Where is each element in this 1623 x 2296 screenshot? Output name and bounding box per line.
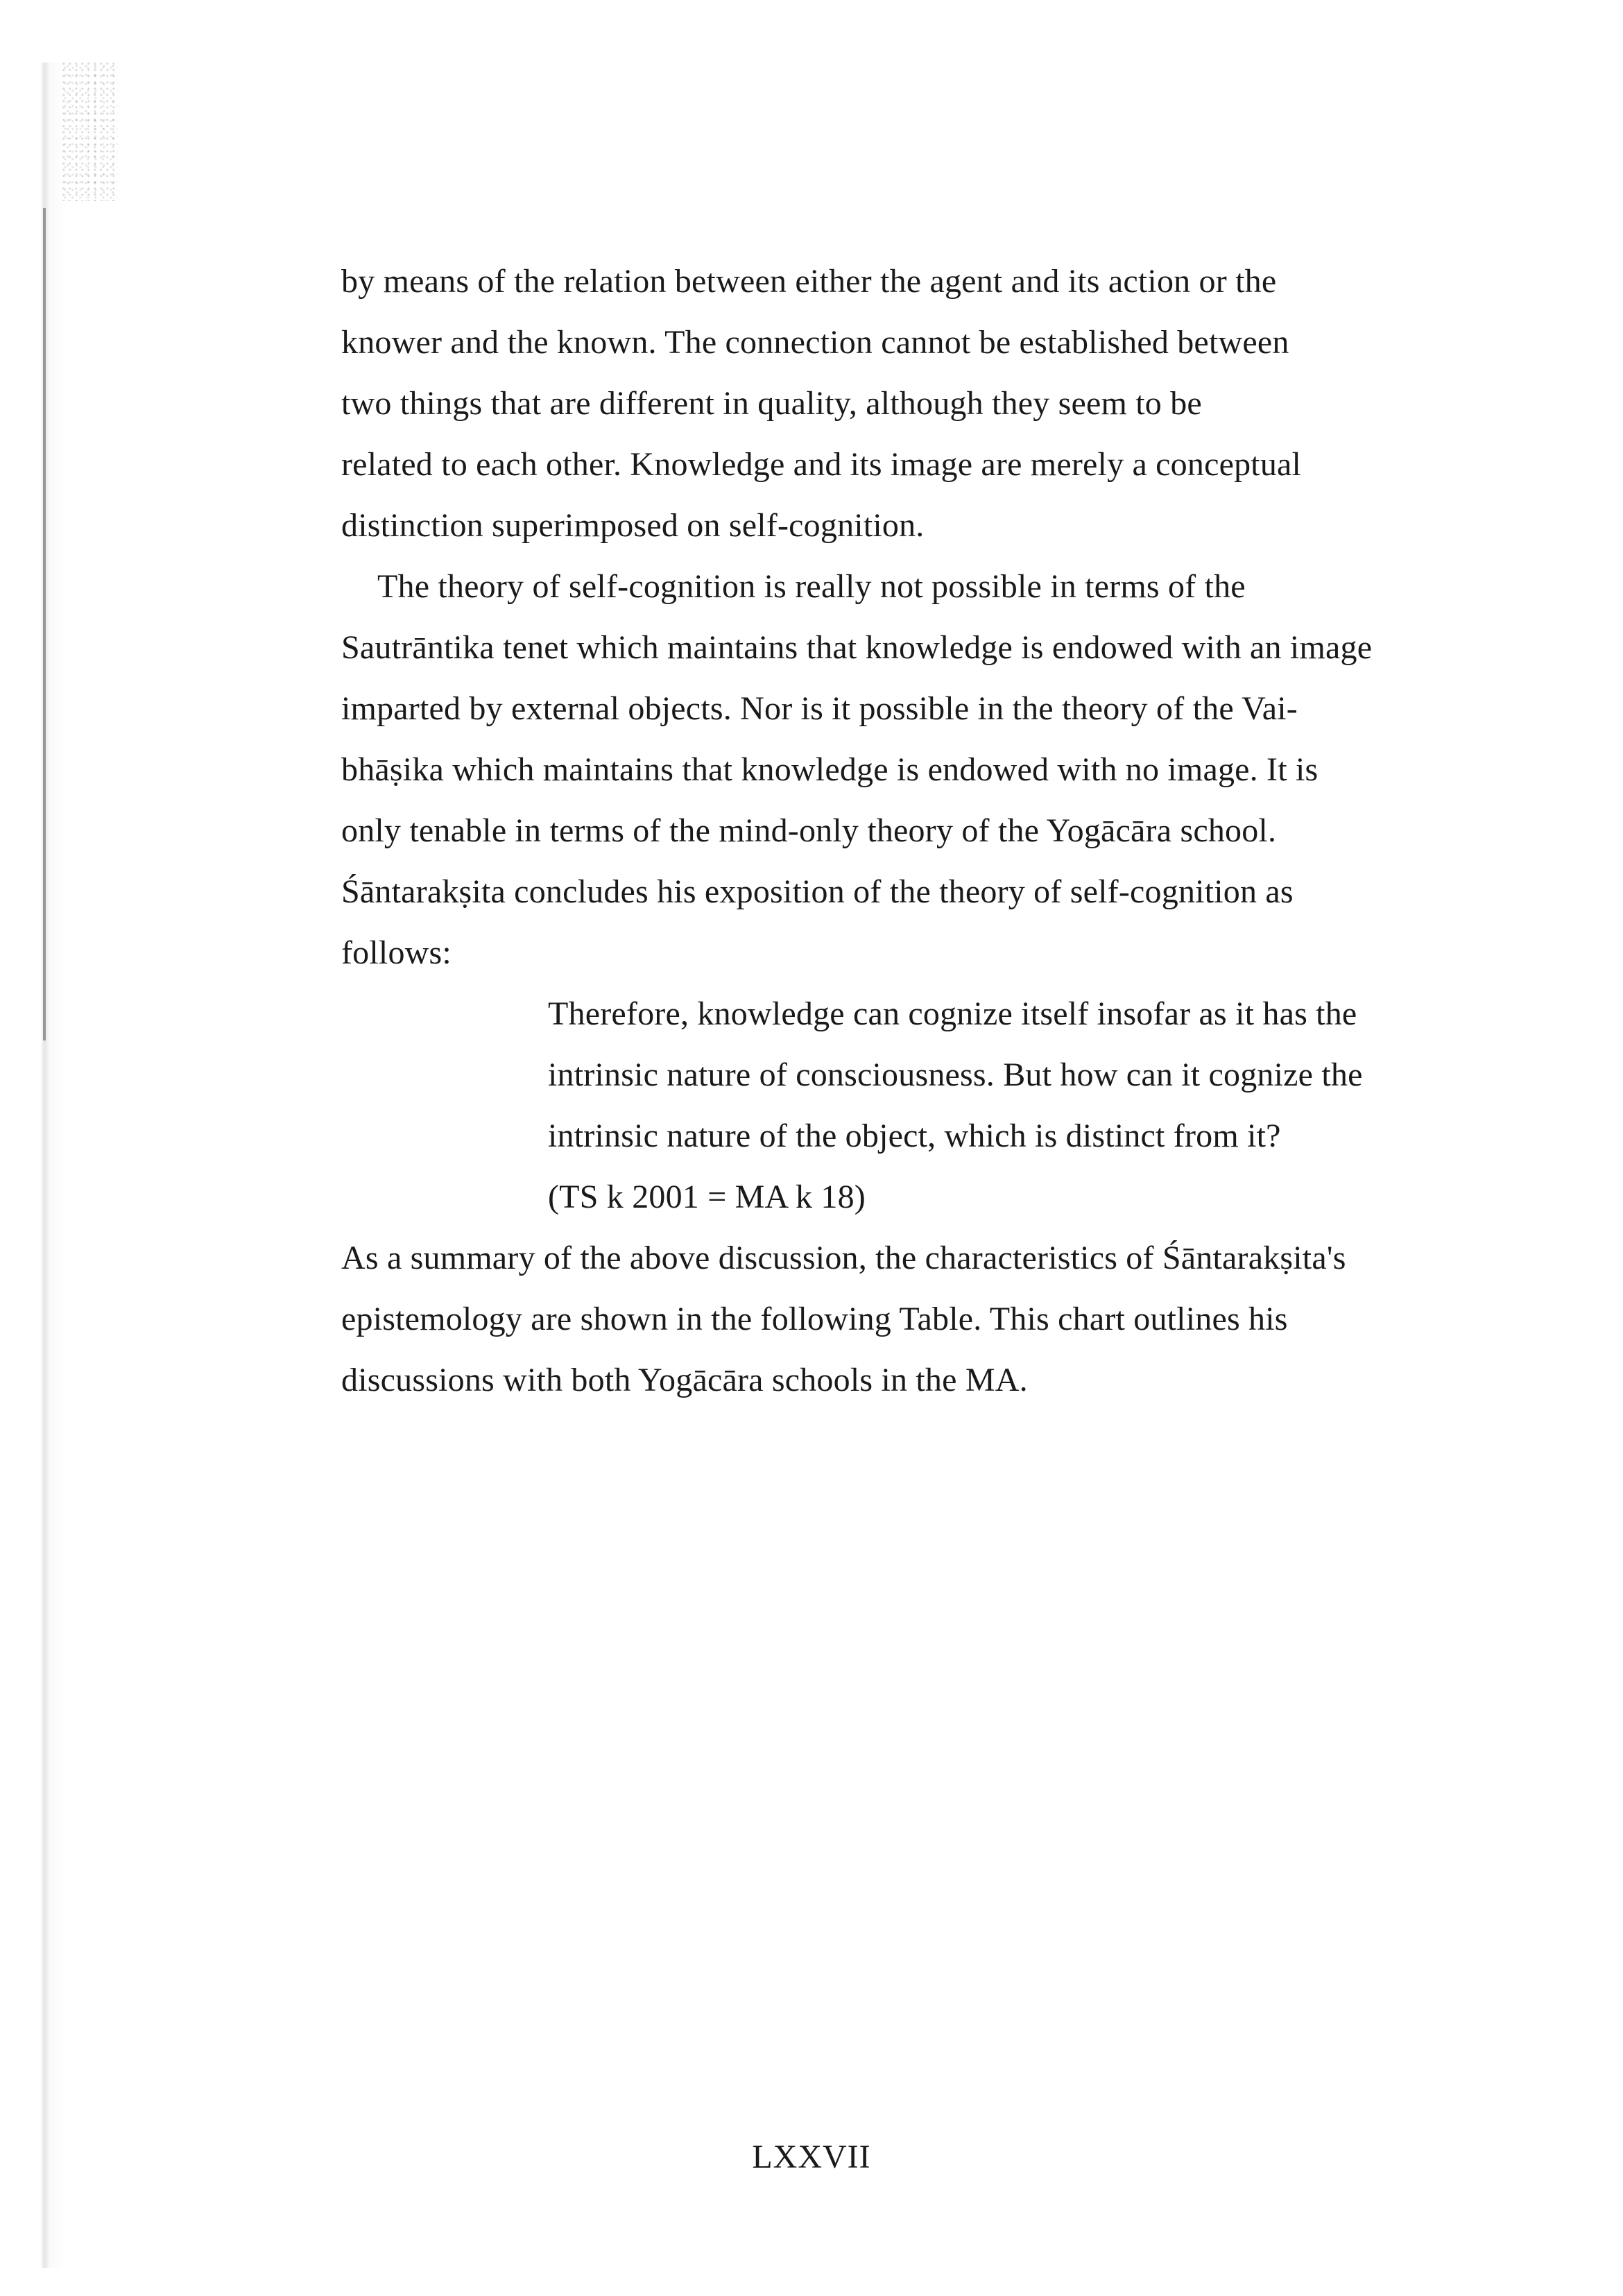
- paragraph-1: [341, 251, 1465, 556]
- quote-line: intrinsic nature of consciousness. But how can it cognize the: [548, 1056, 1363, 1093]
- quote-line: Therefore, knowledge can cognize itself insofar as it has the: [548, 995, 1357, 1032]
- text-line: Śāntarakṣita concludes his exposition of the theory of self-cognition as: [341, 873, 1294, 910]
- text-line: knower and the known. The connection cannot be established between: [341, 324, 1289, 361]
- text-line: only tenable in terms of the mind-only theory of the Yogācāra school.: [341, 812, 1277, 849]
- text-line: As a summary of the above discussion, the characteristics of Śāntarakṣita's: [341, 1240, 1346, 1276]
- text-line: The theory of self-cognition is really not possible in terms of the: [377, 568, 1246, 605]
- text-line: distinction superimposed on self-cognition.: [341, 507, 925, 544]
- text-line: by means of the relation between either the agent and its action or the: [341, 263, 1277, 300]
- paragraph-3: [341, 1228, 1465, 1411]
- paragraph-2: [341, 556, 1465, 984]
- text-line: bhāṣika which maintains that knowledge is endowed with no image. It is: [341, 751, 1319, 788]
- scan-speckle: [62, 62, 118, 201]
- text-line: discussions with both Yogācāra schools in the MA.: [341, 1362, 1028, 1398]
- text-line: epistemology are shown in the following Table. This chart outlines his: [341, 1301, 1288, 1337]
- scan-edge-shadow: [40, 62, 123, 2268]
- quote-line: intrinsic nature of the object, which is distinct from it?: [548, 1117, 1281, 1154]
- page-number: LXXVII: [752, 2139, 871, 2175]
- text-line: related to each other. Knowledge and its image are merely a conceptual: [341, 446, 1302, 483]
- text-line: imparted by external objects. Nor is it possible in the theory of the Vai-: [341, 690, 1298, 727]
- scan-binding-line: [43, 208, 46, 1040]
- text-line: follows:: [341, 934, 452, 971]
- text-line: Sautrāntika tenet which maintains that knowledge is endowed with an image: [341, 629, 1373, 666]
- quote-citation: (TS k 2001 = MA k 18): [548, 1179, 866, 1215]
- body-text: [341, 251, 1465, 1411]
- block-quote: [341, 984, 1465, 1228]
- text-line: two things that are different in quality, although they seem to be: [341, 385, 1202, 422]
